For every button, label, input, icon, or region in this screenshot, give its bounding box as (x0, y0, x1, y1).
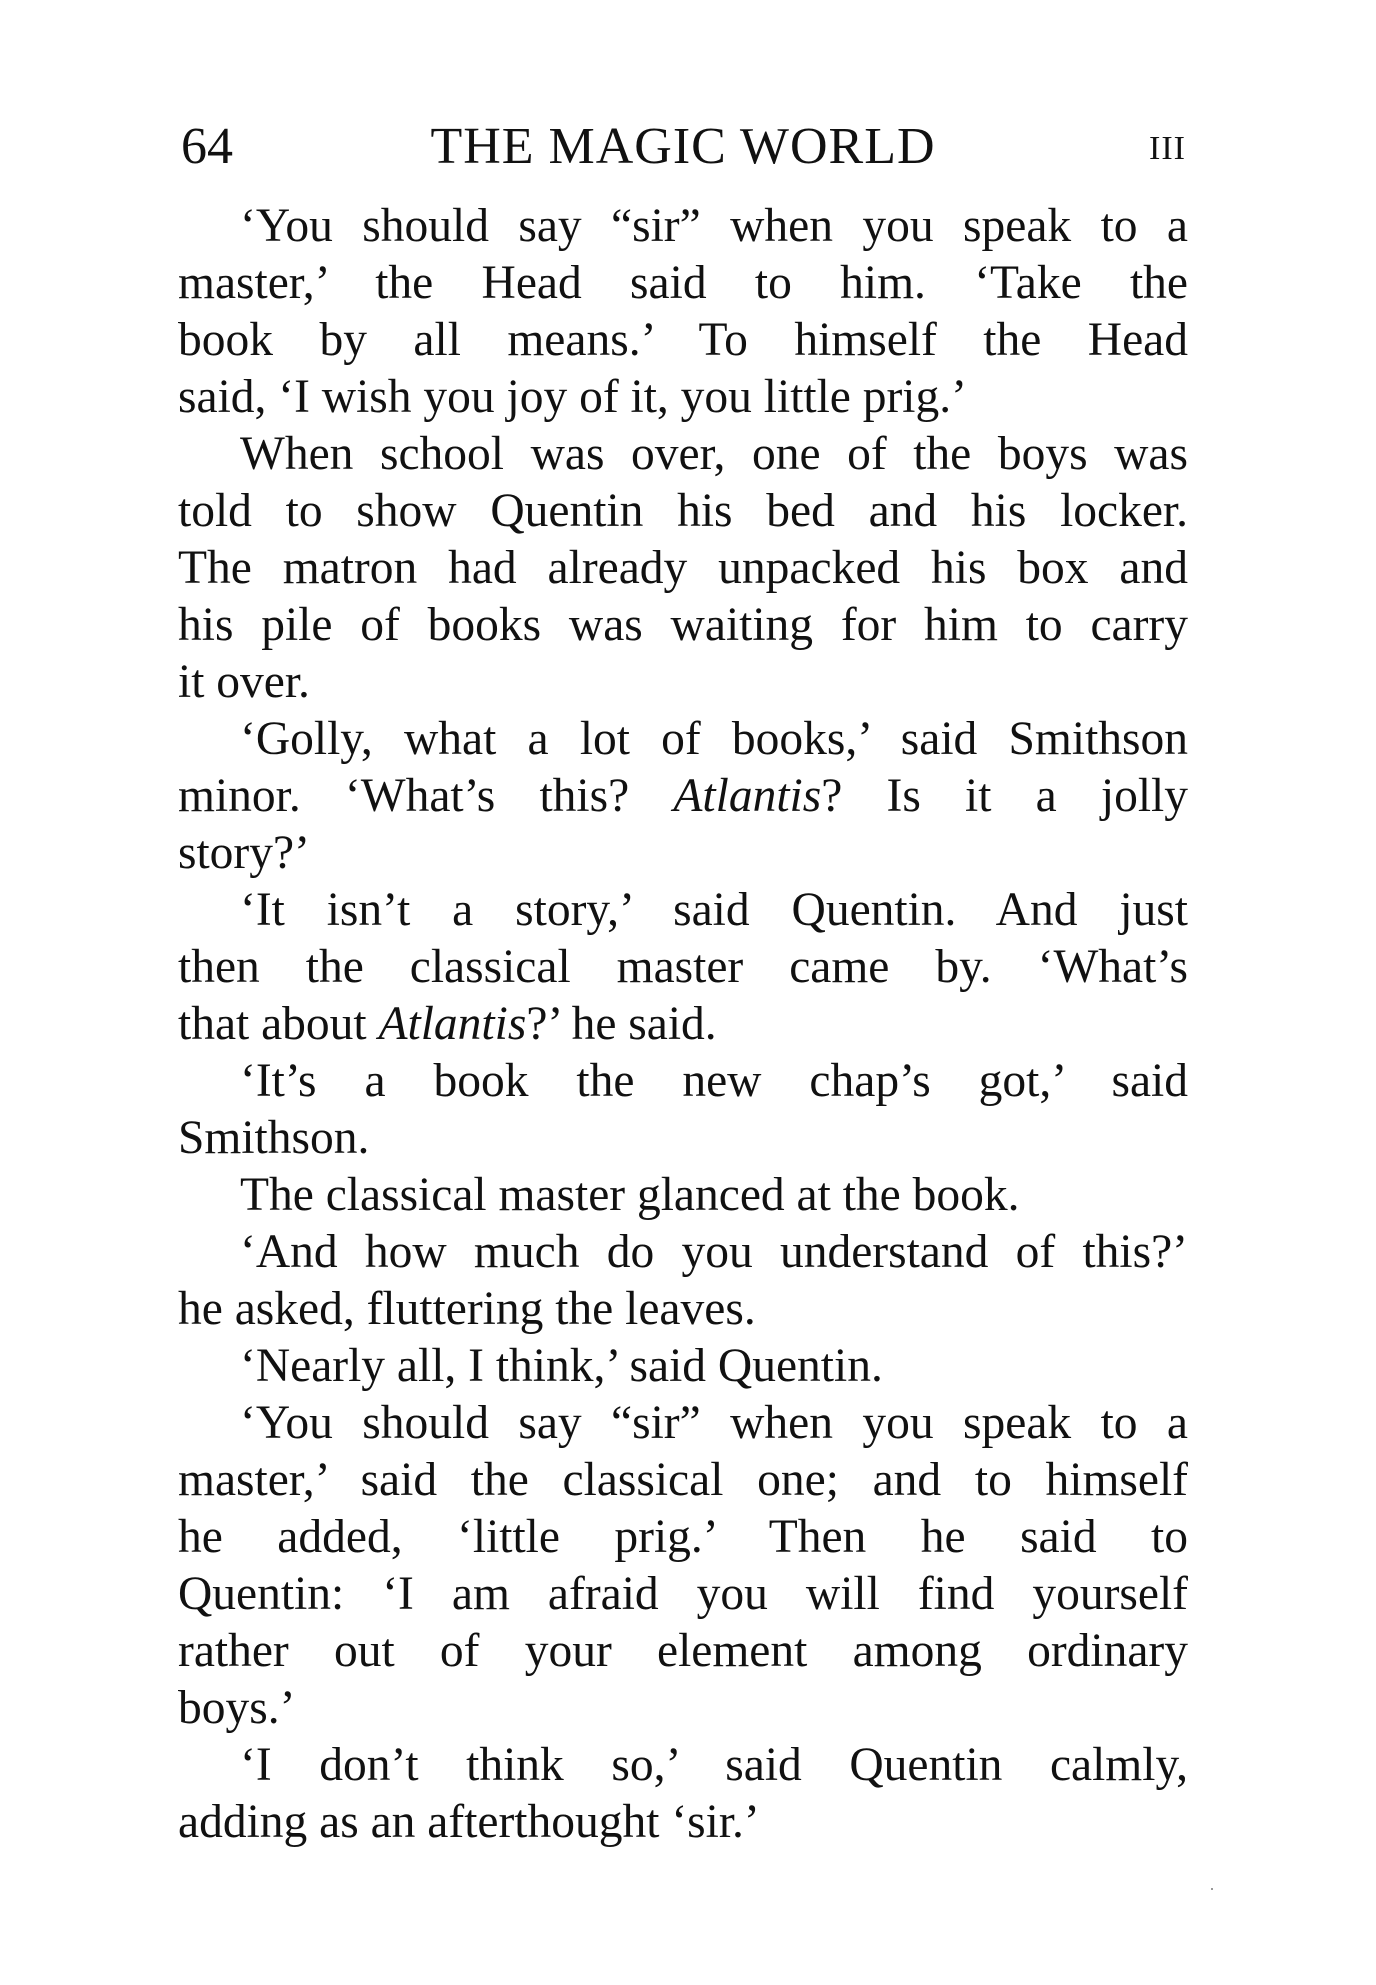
book-title: THE MAGIC WORLD (430, 118, 936, 175)
text-line: ‘You should say “sir” when you speak to a (240, 1397, 1188, 1449)
text-line: ‘Nearly all, I think,’ said Quentin. (240, 1340, 883, 1392)
text-line: Smithson. (178, 1112, 370, 1164)
text-line: it over. (178, 656, 310, 708)
paragraph (178, 1338, 1188, 1395)
text-line: master,’ the Head said to him. ‘Take the (178, 257, 1188, 309)
text-line: he added, ‘little prig.’ Then he said to (178, 1511, 1188, 1563)
italic-title: Atlantis (673, 770, 822, 822)
body-text (178, 198, 1188, 1851)
text-line: The matron had already unpacked his box and (178, 542, 1188, 594)
text-line: then the classical master came by. ‘What’s (178, 941, 1188, 993)
paragraph (178, 1737, 1188, 1851)
text-line: story?’ (178, 827, 310, 879)
paragraph (178, 1395, 1188, 1737)
text-line: ‘You should say “sir” when you speak to a (240, 200, 1188, 252)
text-line: adding as an afterthought ‘sir.’ (178, 1796, 760, 1848)
italic-title: Atlantis (378, 998, 527, 1050)
text-line: ‘It isn’t a story,’ said Quentin. And just (240, 884, 1188, 936)
paragraph (178, 1167, 1188, 1224)
text-line: his pile of books was waiting for him to carry (178, 599, 1188, 651)
text-line: book by all means.’ To himself the Head (178, 314, 1188, 366)
text-line: ‘It’s a book the new chap’s got,’ said (240, 1055, 1188, 1107)
text-line: master,’ said the classical one; and to himself (178, 1454, 1188, 1506)
paragraph (178, 882, 1188, 1053)
text-line: boys.’ (178, 1682, 296, 1734)
page-number: 64 (181, 118, 233, 175)
text-line (178, 768, 1188, 825)
text-line: told to show Quentin his bed and his locker. (178, 485, 1188, 537)
text-line: he asked, fluttering the leaves. (178, 1283, 756, 1335)
text-line (178, 996, 1188, 1053)
chapter-number: III (1149, 130, 1186, 167)
text-run: minor. ‘What’s this? (178, 770, 674, 822)
paragraph (178, 426, 1188, 711)
text-line: said, ‘I wish you joy of it, you little prig.’ (178, 371, 967, 423)
text-run: ?’ he said. (526, 998, 717, 1050)
paper-speck (1211, 1888, 1213, 1890)
text-line: ‘Golly, what a lot of books,’ said Smithson (240, 713, 1188, 765)
text-run: that about (178, 998, 379, 1050)
paragraph (178, 1053, 1188, 1167)
paragraph (178, 198, 1188, 426)
text-line: Quentin: ‘I am afraid you will find yourself (178, 1568, 1188, 1620)
paragraph (178, 1224, 1188, 1338)
text-line: The classical master glanced at the book. (240, 1169, 1020, 1221)
text-line: When school was over, one of the boys was (240, 428, 1188, 480)
book-page (178, 108, 1188, 1851)
running-head (178, 108, 1188, 186)
text-line: ‘I don’t think so,’ said Quentin calmly, (240, 1739, 1188, 1791)
text-run: ? Is it a jolly (821, 770, 1188, 822)
paragraph (178, 711, 1188, 882)
text-line: ‘And how much do you understand of this?’ (240, 1226, 1188, 1278)
text-line: rather out of your element among ordinary (178, 1625, 1188, 1677)
